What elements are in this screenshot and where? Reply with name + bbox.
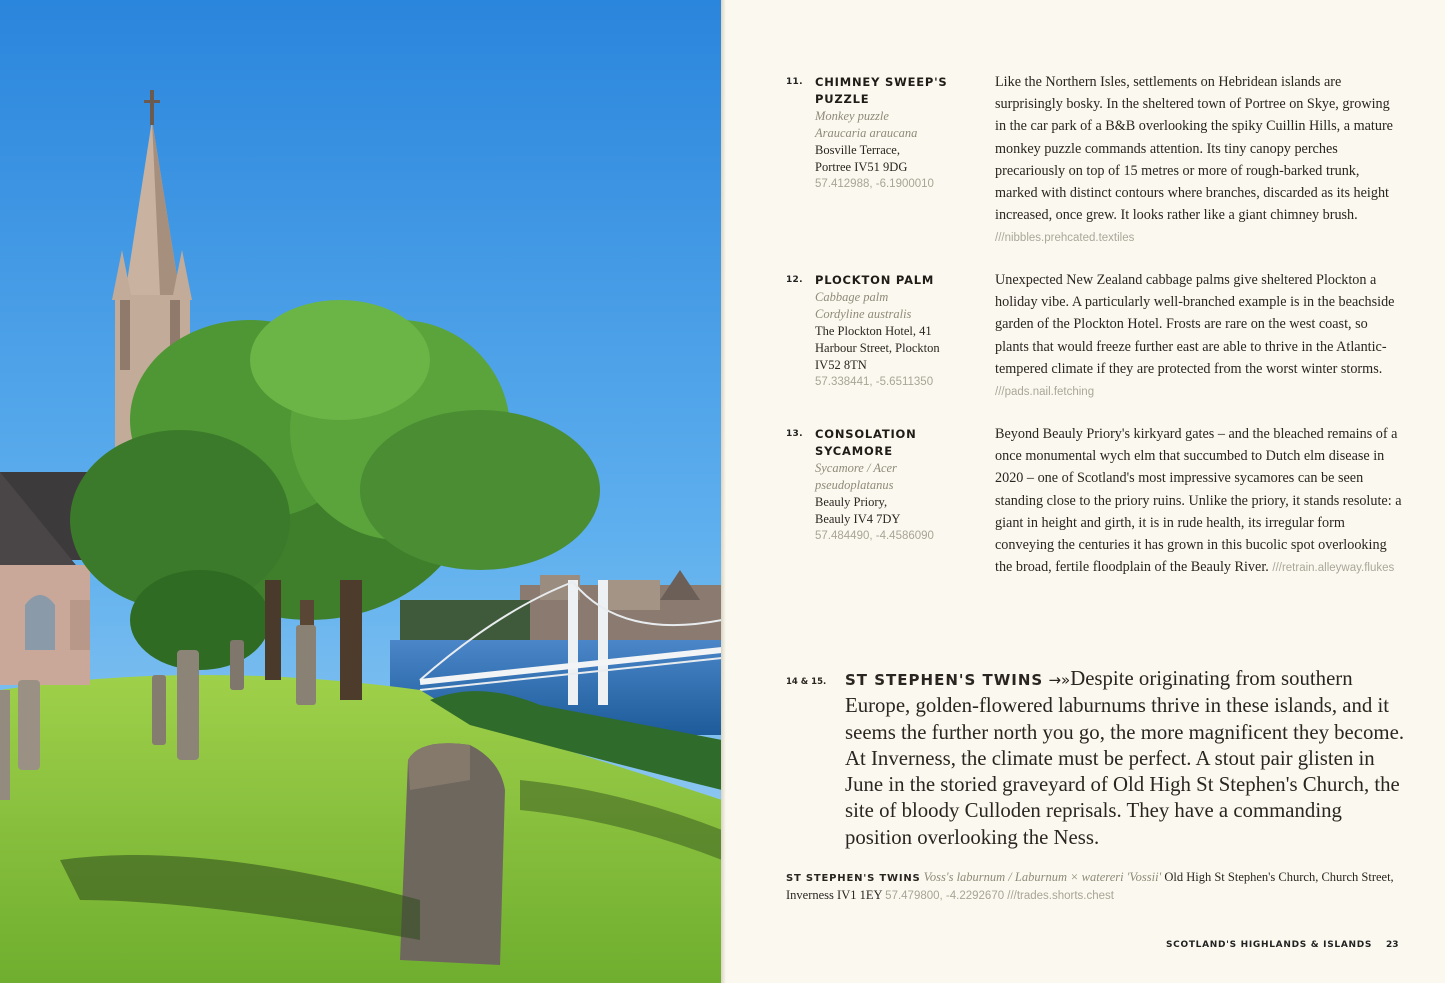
caption-address: Old High St Stephen's Church, Church Street, Inverness IV1 1EY [786,870,1394,902]
tree-name: CONSOLATION SYCAMORE [815,427,917,458]
common-name: Sycamore / Acer [815,461,897,475]
tree-meta [815,289,985,391]
latin-name: Araucaria araucana [815,126,918,140]
coordinates: 57.484490, -4.4586090 [815,530,934,542]
arrow-icon: →» [1048,671,1071,689]
caption-coordinates: 57.479800, -4.2292670 [885,890,1005,902]
entry-number: 13. [786,429,803,439]
entry-body [995,71,1403,250]
latin-name: Cordyline australis [815,307,912,321]
common-name: Cabbage palm [815,290,889,304]
entry-body [995,423,1403,579]
address: Bosville Terrace, Portree IV51 9DG [815,143,908,174]
coordinates: 57.338441, -5.6511350 [815,376,934,388]
tree-name: PLOCKTON PALM [815,273,935,287]
caption-latin: Voss's laburnum / Laburnum × watereri 'Vossii' [923,870,1162,884]
entry-body [995,269,1403,403]
entry-number: 11. [786,77,803,87]
what3words-link[interactable]: ///pads.nail.fetching [995,386,1095,399]
common-name: Monkey puzzle [815,109,889,123]
address: Beauly Priory, Beauly IV4 7DY [815,495,901,526]
feature-name: ST STEPHEN'S TWINS [845,671,1044,689]
feature-caption [786,869,1406,905]
tree-name: CHIMNEY SWEEP'S PUZZLE [815,75,948,106]
address: The Plockton Hotel, 41 Harbour Street, Plockton IV52 8TN [815,324,940,372]
caption-what3words-link[interactable]: ///trades.shorts.chest [1007,890,1114,902]
coordinates: 57.412988, -6.1900010 [815,178,934,190]
page-gutter [721,0,726,983]
what3words-link[interactable]: ///nibbles.prehcated.textiles [995,232,1135,245]
page-number: 23 [1386,940,1399,950]
entry-text: Like the Northern Isles, settlements on Hebridean islands are surprisingly bosky. In the sheltered town of Portree on Skye, growing in the car park of a B&B overlooking the spiky Cuillin Hills, a mature monkey puzzle commands attention. Its tiny canopy perches precariously on top of 15 metres or more of rough-barked trunk, marked with distinct contours where branches, discarded as its height increased, once grew. It looks rather like a giant chimney brush. [995,74,1393,224]
church-graveyard-photo [0,0,722,983]
feature-paragraph [845,666,1405,851]
tree-meta [815,460,985,545]
feature-text: Despite originating from southern Europe, golden-flowered laburnums thrive in these islands, and it seems the further north you go, the more magnificent they become. At Inverness, the climate must be perfect. A stout pair glisten in June in the storied graveyard of Old High St Stephen's Church, the site of bloody Culloden reprisals. They have a commanding position overlooking the Ness. [845,667,1405,849]
running-footer: SCOTLAND'S HIGHLANDS & ISLANDS [1166,940,1373,950]
entry-number: 12. [786,275,803,285]
tree-meta [815,108,985,193]
what3words-link[interactable]: ///retrain.alleyway.flukes [1272,562,1395,575]
latin-name: pseudoplatanus [815,478,894,492]
feature-number: 14 & 15. [786,677,827,687]
caption-name: ST STEPHEN'S TWINS [786,873,921,884]
entry-text: Beyond Beauly Priory's kirkyard gates – and the bleached remains of a once monumental wych elm that succumbed to Dutch elm disease in 2020 – one of Scotland's most impressive sycamores can be seen standing close to the priory ruins. Unlike the priory, it stands resolute: a giant in height and girth, it is in rude health, its irregular form conveying the centuries it has grown in this bucolic spot overlooking the broad, fertile floodplain of the Beauly River. [995,426,1402,576]
entry-text: Unexpected New Zealand cabbage palms give sheltered Plockton a holiday vibe. A particularly well-branched example is in the beachside garden of the Plockton Hotel. Frosts are rare on the west coast, so plants that would freeze further east are able to thrive in the Atlantic-tempered climate if they are protected from the worst winter storms. [995,272,1395,377]
